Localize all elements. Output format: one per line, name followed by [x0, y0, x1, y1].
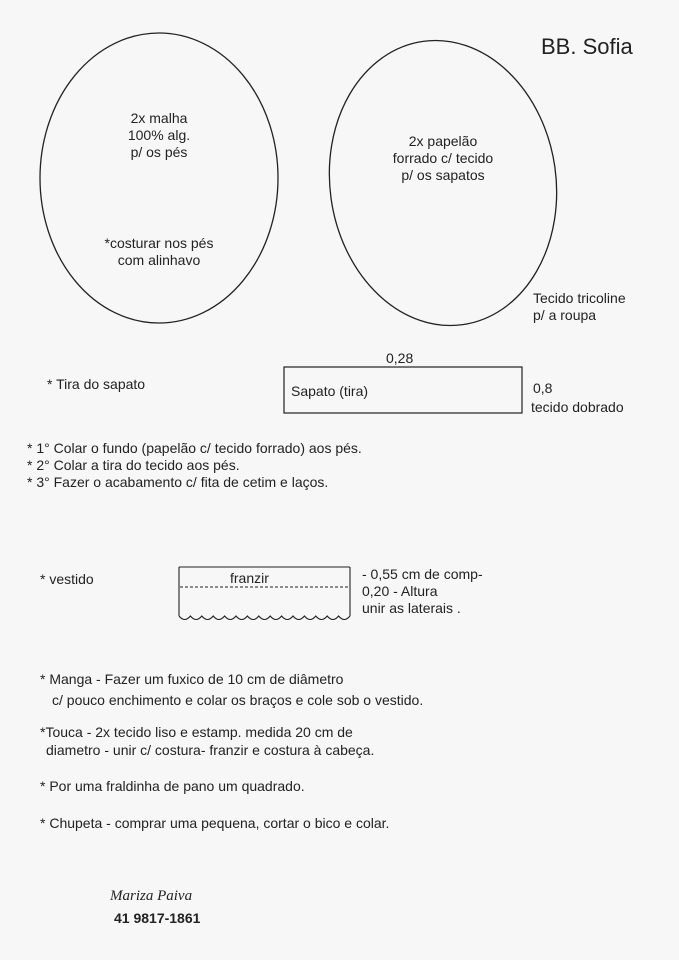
sleeve-note-1: * Manga - Fazer um fuxico de 10 cm de diâmetro [40, 671, 344, 687]
foot-oval-note [79, 235, 239, 269]
fabric-note-line2: p/ a roupa [533, 307, 597, 323]
signature-phone: 41 9817-1861 [114, 910, 201, 926]
dress-spec-2: 0,20 - Altura [362, 583, 438, 599]
diaper-note: * Por uma fraldinha de pano um quadrado. [40, 778, 305, 794]
foot-oval-line2: 100% alg. [127, 127, 191, 143]
page-title: BB. Sofia [541, 34, 633, 59]
pacifier-note: * Chupeta - comprar uma pequena, cortar o bico e colar. [40, 815, 390, 831]
foot-oval-note2: com alinhavo [117, 252, 201, 268]
dress-spec-1: - 0,55 cm de comp- [362, 566, 483, 582]
foot-oval-text [79, 110, 239, 161]
fabric-note-line1: Tecido tricoline [533, 290, 626, 306]
dress-specs [362, 566, 483, 617]
foot-oval-line1: 2x malha [130, 110, 188, 126]
sleeve-note-2: c/ pouco enchimento e colar os braços e cole sob o vestido. [52, 692, 424, 708]
shoe-oval-line2: forrado c/ tecido [392, 150, 494, 166]
shoe-oval-line3: p/ os sapatos [401, 167, 485, 183]
step-1: * 1° Colar o fundo (papelão c/ tecido forrado) aos pés. [27, 440, 362, 456]
foot-oval-line3: p/ os pés [130, 144, 188, 160]
dress-spec-3: unir as laterais . [362, 600, 461, 616]
foot-oval-note1: *costurar nos pés [104, 235, 214, 251]
strap-width: 0,28 [386, 350, 414, 366]
hat-note-2: diametro - unir c/ costura- franzir e costura à cabeça. [46, 742, 375, 758]
dress-label: * vestido [40, 571, 94, 587]
scalloped-hem [179, 616, 350, 620]
strap-box-label: Sapato (tira) [291, 383, 369, 399]
shoe-oval-line1: 2x papelão [408, 133, 478, 149]
fabric-note [533, 290, 626, 324]
step-3: * 3° Fazer o acabamento c/ fita de cetim e laços. [27, 474, 329, 490]
steps-list [27, 440, 362, 491]
strap-fold-note: tecido dobrado [531, 399, 624, 415]
signature-name: Mariza Paiva [110, 888, 193, 904]
hat-note-1: *Touca - 2x tecido liso e estamp. medida 20 cm de [40, 724, 353, 740]
dress-gather-label: franzir [230, 570, 269, 586]
strap-height: 0,8 [533, 380, 553, 396]
step-2: * 2° Colar a tira do tecido aos pés. [27, 457, 240, 473]
foot-oval-pattern [40, 33, 278, 323]
shoe-oval-text [363, 133, 523, 184]
strap-label: * Tira do sapato [47, 376, 146, 392]
